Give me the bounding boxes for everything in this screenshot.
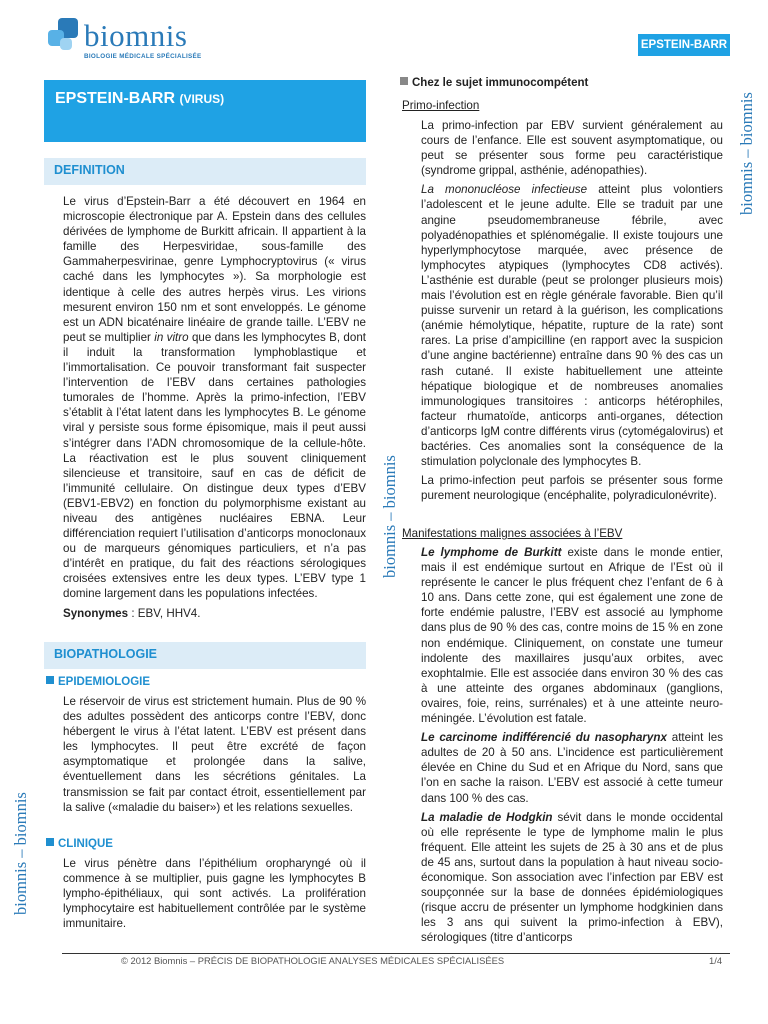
malignant-text [421,545,723,945]
watermark-left: biomnis – biomnis [11,792,30,915]
immunocompetent-heading: Chez le sujet immunocompétent [400,77,588,89]
hodgkin-text: sévit dans le monde occidental où elle représente le type de lymphome malin le plus fréquent. Elle atteint les sujets de 25 à 30 ans et de plus de 45 ans, surtout dans la population à haut niveau socio-économique. Son association avec l’infection par EBV est soupçonnée sur la base de données épidémiologiques (risque accru de présenter un lymphome hodgkinien dans les 3 ans qui suivent la primo-infection à EBV), sérologiques (titre d’anticorps [421,810,723,945]
burkitt-title: Le lymphome de Burkitt [421,546,562,559]
clinique-text: Le virus pénètre dans l’épithélium oropharyngé où il commence à se multiplier, puis gagne les lymphocytes B lympho-épithéliaux, qui sont activés. La prolifération lymphocytaire est habituellement contrôlée par le système immunitaire. [63,857,366,931]
page-number: 1/4 [709,955,723,966]
section-biopathologie-title: BIOPATHOLOGIE [54,647,158,661]
subsection-epidemiologie: EPIDEMIOLOGIE [46,676,150,688]
biomnis-logo [44,18,214,64]
watermark-center: biomnis – biomnis [380,455,399,578]
synonyms-value: : EBV, HHV4. [128,606,201,620]
title-box [44,80,366,142]
brand-name: biomnis [84,18,188,53]
epidemiologie-text: Le réservoir de virus est strictement humain. Plus de 90 % des adultes possèdent des anticorps contre l’EBV, donc hébergent le virus à l’état latent. L’EBV est présent dans les lymphocytes. Il peut être excrété de façon asymptomatique et prolongée dans la salive, éventuellement dans les sécrétions génitales. La transmission se fait par contact étroit, essentiellement par la salive («maladie du baiser») et les relations sexuelles. [63,695,366,814]
primo-infection-text [421,118,723,503]
primo-infection-p1: La primo-infection par EBV survient généralement au cours de l’enfance. Elle est souvent asymptomatique, ou peut se présenter sous forme peu caractéristique (syndrome grippal, asthénie, adénopathies). [421,119,723,178]
burkitt-text: existe dans le monde entier, mais il est endémique surtout en Afrique de l’Est où il représente le cancer le plus fréquent chez l’enfant de 6 à 10 ans. Dans cette zone, qui est également une zone de forte endémie palustre, l’EBV est associé au lymphome dans plus de 90 % des cas, contre moins de 15 % en zone non endémique. Cliniquement, on constate une tumeur indolente des maxillaires jusqu’aux orbites, avec exophtalmie. Elle est associée dans environ 30 % des cas à une atteinte des organes abdominaux (ganglions, ovaires, foie, reins, surrénales) et à une atteinte neuro-méningée. L’évolution est fatale. [421,546,724,726]
primo-infection-heading: Primo-infection [402,99,480,112]
brand-tagline: BIOLOGIE MÉDICALE SPÉCIALISÉE [84,53,202,60]
definition-p1: Le virus d’Epstein-Barr a été découvert en 1964 en microscopie électronique par A. Epstein dans des cellules dérivées de lymphome de Burkitt africain. Il appartient à la famille des Herpesviridae, sous-famille des Gammaherpesvirinae, genre Lymphocryptovirus (« virus caché dans les lymphocytes »). Sa morphologie est identique à celle des autres herpès virus. Les virions mesurent environ 150 nm et sont enveloppés. Le génome est un ADN bicaténaire linéaire de grande taille. L’EBV ne peut se multiplier [63,195,366,344]
malignant-heading: Manifestations malignes associées à l’EBV [402,527,623,540]
bullet-square-icon [46,838,54,846]
nasopharynx-title: Le carcinome indifférencié du nasopharynx [421,731,667,745]
bullet-square-icon [46,676,54,684]
topic-badge: EPSTEIN-BARR [638,34,730,56]
definition-invitro: in vitro [154,330,189,344]
footer-divider [62,953,730,954]
page-title [55,90,224,108]
mononucleose-text: atteint plus volontiers l’adolescent et le jeune adulte. Elle se traduit par une angine pseudomembraneuse fébrile, avec polyadénopathies et splénomégalie. Il existe toujours une hyperlymphocytose marquée, avec présence de lymphocytes atypiques (lymphocytes CD8 activés). L’asthénie est durable (peut se prolonger plusieurs mois) mais l’évolution est en règle générale favorable. Bien qu’il puisse survenir un retard à la guérison, les complications (anémie hémolytique, hépatite, rupture de la rate) sont rares. La prise d’ampicilline (en rapport avec la suspicion d’une angine bactérienne) entraîne dans 90 % des cas un rash cutané. Il existe habituellement une atteinte hépatique biologique et de nombreuses anomalies immunologiques transitoires : anticorps hétérophiles, facteur rhumatoïde, anticorps anti-organes, détection d’anticorps IgM contre différents virus (cytomégalovirus) et bactéries. Ces anomalies sont la conséquence de la stimulation polyclonale des lymphocytes B. [421,183,723,469]
title-main-text: EPSTEIN-BARR [55,90,176,107]
section-definition [44,158,366,185]
logo-squares-icon [44,18,80,54]
synonyms-label: Synonymes [63,606,129,620]
definition-p1b: que dans les lymphocytes B, dont il induit la transformation lymphoblastique et l’immortalisation. Ce pouvoir transformant fait suspecter l’intervention de l’EBV dans certaines pathologies tumorales de l’homme. Après la primo-infection, l’EBV s’établit à l’état latent dans les lymphocytes B. Le génome viral y persiste sous forme épisomique, mais il peut aussi s’intégrer dans l’ADN chromosomique de la cellule-hôte. La réactivation est le plus souvent cliniquement silencieuse et transitoire, sauf en cas de déficit de l’immunité cellulaire. On distingue deux types d’EBV (EBV1-EBV2) en fonction du polymorphisme existant au niveau des antigènes nucléaires EBNA. Leur différenciation requiert l’utilisation d’anticorps monoclonaux ou de marqueurs génomiques particuliers, et n’a pas d’intérêt en pratique, du fait des réactions sérologiques croisées extensives entre les deux types. L’EBV type 1 domine largement dans les populations infectées. [63,330,366,601]
bullet-square-icon [400,77,408,85]
section-definition-title: DEFINITION [54,163,125,177]
footer-copyright: © 2012 Biomnis – PRÉCIS DE BIOPATHOLOGIE ANALYSES MÉDICALES SPÉCIALISÉES [121,955,505,966]
neuro-text: La primo-infection peut parfois se présenter sous forme purement neurologique (encéphalite, polyradiculonévrite). [421,474,723,503]
section-biopathologie [44,642,366,669]
subsection-clinique: CLINIQUE [46,838,113,850]
hodgkin-title: La maladie de Hodgkin [421,810,553,824]
mononucleose-title: La mononucléose infectieuse [421,183,588,197]
definition-text [63,194,366,621]
nasopharynx-text: atteint les adultes de 20 à 50 ans. L’incidence est particulièrement élevée en Chine du Sud et en Afrique du Nord, sans que l’on en sache la raison. L’EBV est associé à cette tumeur dans 100 % des cas. [421,731,723,805]
watermark-right: biomnis – biomnis [737,92,756,215]
title-subtitle: (VIRUS) [179,92,225,106]
